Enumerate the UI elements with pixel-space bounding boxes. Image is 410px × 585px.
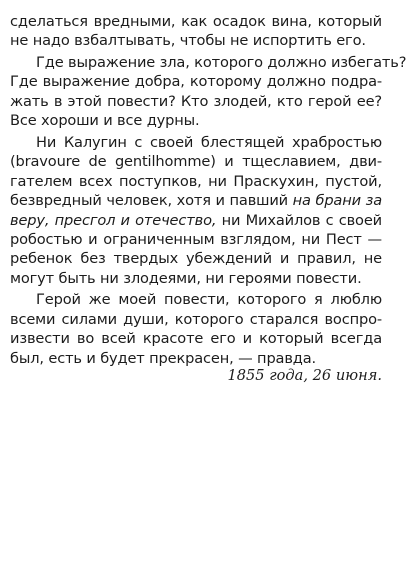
- text-line: сделаться вредными, как осадок вина, который: [10, 13, 382, 30]
- text-line: ребенок без твердых убеждений и правил, не: [10, 250, 382, 268]
- text-line: всеми силами души, которого старался воспро-: [10, 310, 382, 328]
- text-line: могут быть ни злодеями, ни героями повести.: [10, 269, 362, 287]
- text-line: Где выражение добра, которому должно подра-: [10, 73, 382, 91]
- text-line: (bravoure de gentilhomme) и тщеславием, дви-: [10, 153, 382, 171]
- date-signature: 1855 года, 26 июня.: [227, 367, 382, 384]
- text-line: Где выражение зла, которого должно избегать?: [36, 53, 407, 71]
- text-line: не надо взбалтывать, чтобы не испортить его.: [10, 32, 366, 50]
- text-line: гателем всех поступков, ни Праскухин, пустой,: [10, 172, 382, 190]
- text-line: был, есть и будет прекрасен, — правда.: [10, 349, 317, 367]
- italic-phrase: на брани за: [292, 192, 382, 210]
- page-text: [10, 12, 407, 368]
- paragraph-2: [10, 53, 407, 131]
- text-segment: ни Михайлов с своей: [216, 211, 382, 229]
- text-line: [10, 211, 382, 230]
- text-line: Ни Калугин с своей блестящей храбростью: [36, 133, 382, 151]
- text-line: извести во всей красоте его и который всегда: [10, 330, 382, 348]
- text-line: [10, 191, 382, 210]
- text-line: робостью и ограниченным взглядом, ни Пест —: [10, 230, 382, 248]
- paragraph-3: [10, 133, 382, 289]
- text-segment: безвредный человек, хотя и павший: [10, 192, 293, 210]
- text-line: жать в этой повести? Кто злодей, кто герой ее?: [10, 92, 382, 110]
- text-line: Герой же моей повести, которого я люблю: [36, 291, 382, 309]
- italic-phrase: веру, пресгол и отечество,: [10, 211, 217, 229]
- paragraph-1: [10, 12, 382, 51]
- text-line: Все хороши и все дурны.: [10, 112, 200, 130]
- paragraph-4: [10, 290, 382, 368]
